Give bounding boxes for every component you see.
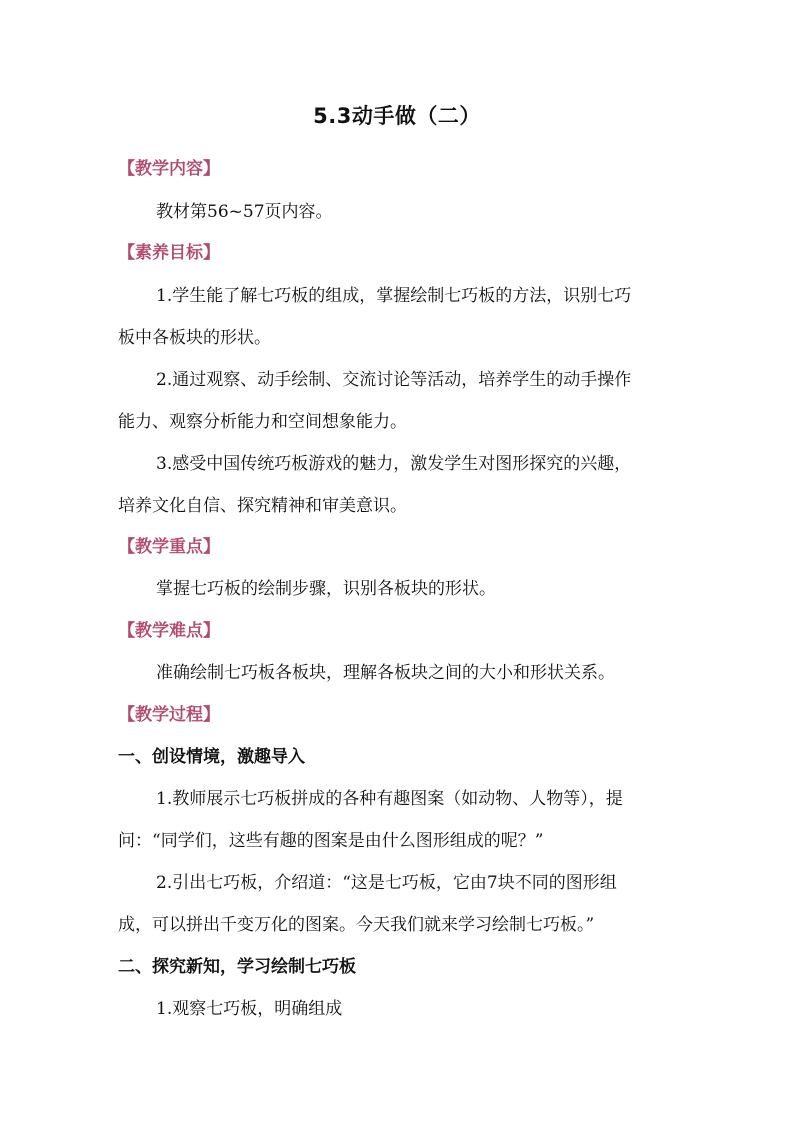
goal-3-line-1: 3.感受中国传统巧板游戏的魅力，激发学生对图形探究的兴趣， [156,454,632,474]
part-2-heading: 二、探究新知，学习绘制七巧板 [118,957,356,977]
difficulty-text: 准确绘制七巧板各板块，理解各板块之间的大小和形状关系。 [156,663,615,683]
key-text: 掌握七巧板的绘制步骤，识别各板块的形状。 [156,579,496,599]
part-1-heading: 一、创设情境，激趣导入 [118,747,305,767]
content-text: 教材第56~57页内容。 [156,202,333,222]
section-heading-difficulty: 【教学难点】 [118,621,220,641]
goal-1-line-2: 板中各板块的形状。 [118,328,271,348]
section-heading-process: 【教学过程】 [118,705,220,725]
section-heading-goals: 【素养目标】 [118,243,220,263]
part-2-item-1: 1.观察七巧板，明确组成 [156,999,343,1019]
part-1-item-2-line-1: 2.引出七巧板，介绍道：“这是七巧板，它由7块不同的图形组 [156,873,617,893]
part-1-item-1-line-2: 问：“同学们，这些有趣的图案是由什么图形组成的呢？” [118,831,544,851]
goal-3-line-2: 培养文化自信、探究精神和审美意识。 [118,496,407,516]
page-title: 5.3动手做（二） [313,104,481,128]
goal-2-line-2: 能力、观察分析能力和空间想象能力。 [118,412,407,432]
part-1-item-2-line-2: 成，可以拼出千变万化的图案。今天我们就来学习绘制七巧板。” [118,915,595,935]
goal-2-line-1: 2.通过观察、动手绘制、交流讨论等活动，培养学生的动手操作 [156,370,632,390]
part-1-item-1-line-1: 1.教师展示七巧板拼成的各种有趣图案（如动物、人物等），提 [156,789,623,809]
goal-1-line-1: 1.学生能了解七巧板的组成，掌握绘制七巧板的方法，识别七巧 [156,286,632,306]
section-heading-content: 【教学内容】 [118,159,220,179]
section-heading-key: 【教学重点】 [118,537,220,557]
